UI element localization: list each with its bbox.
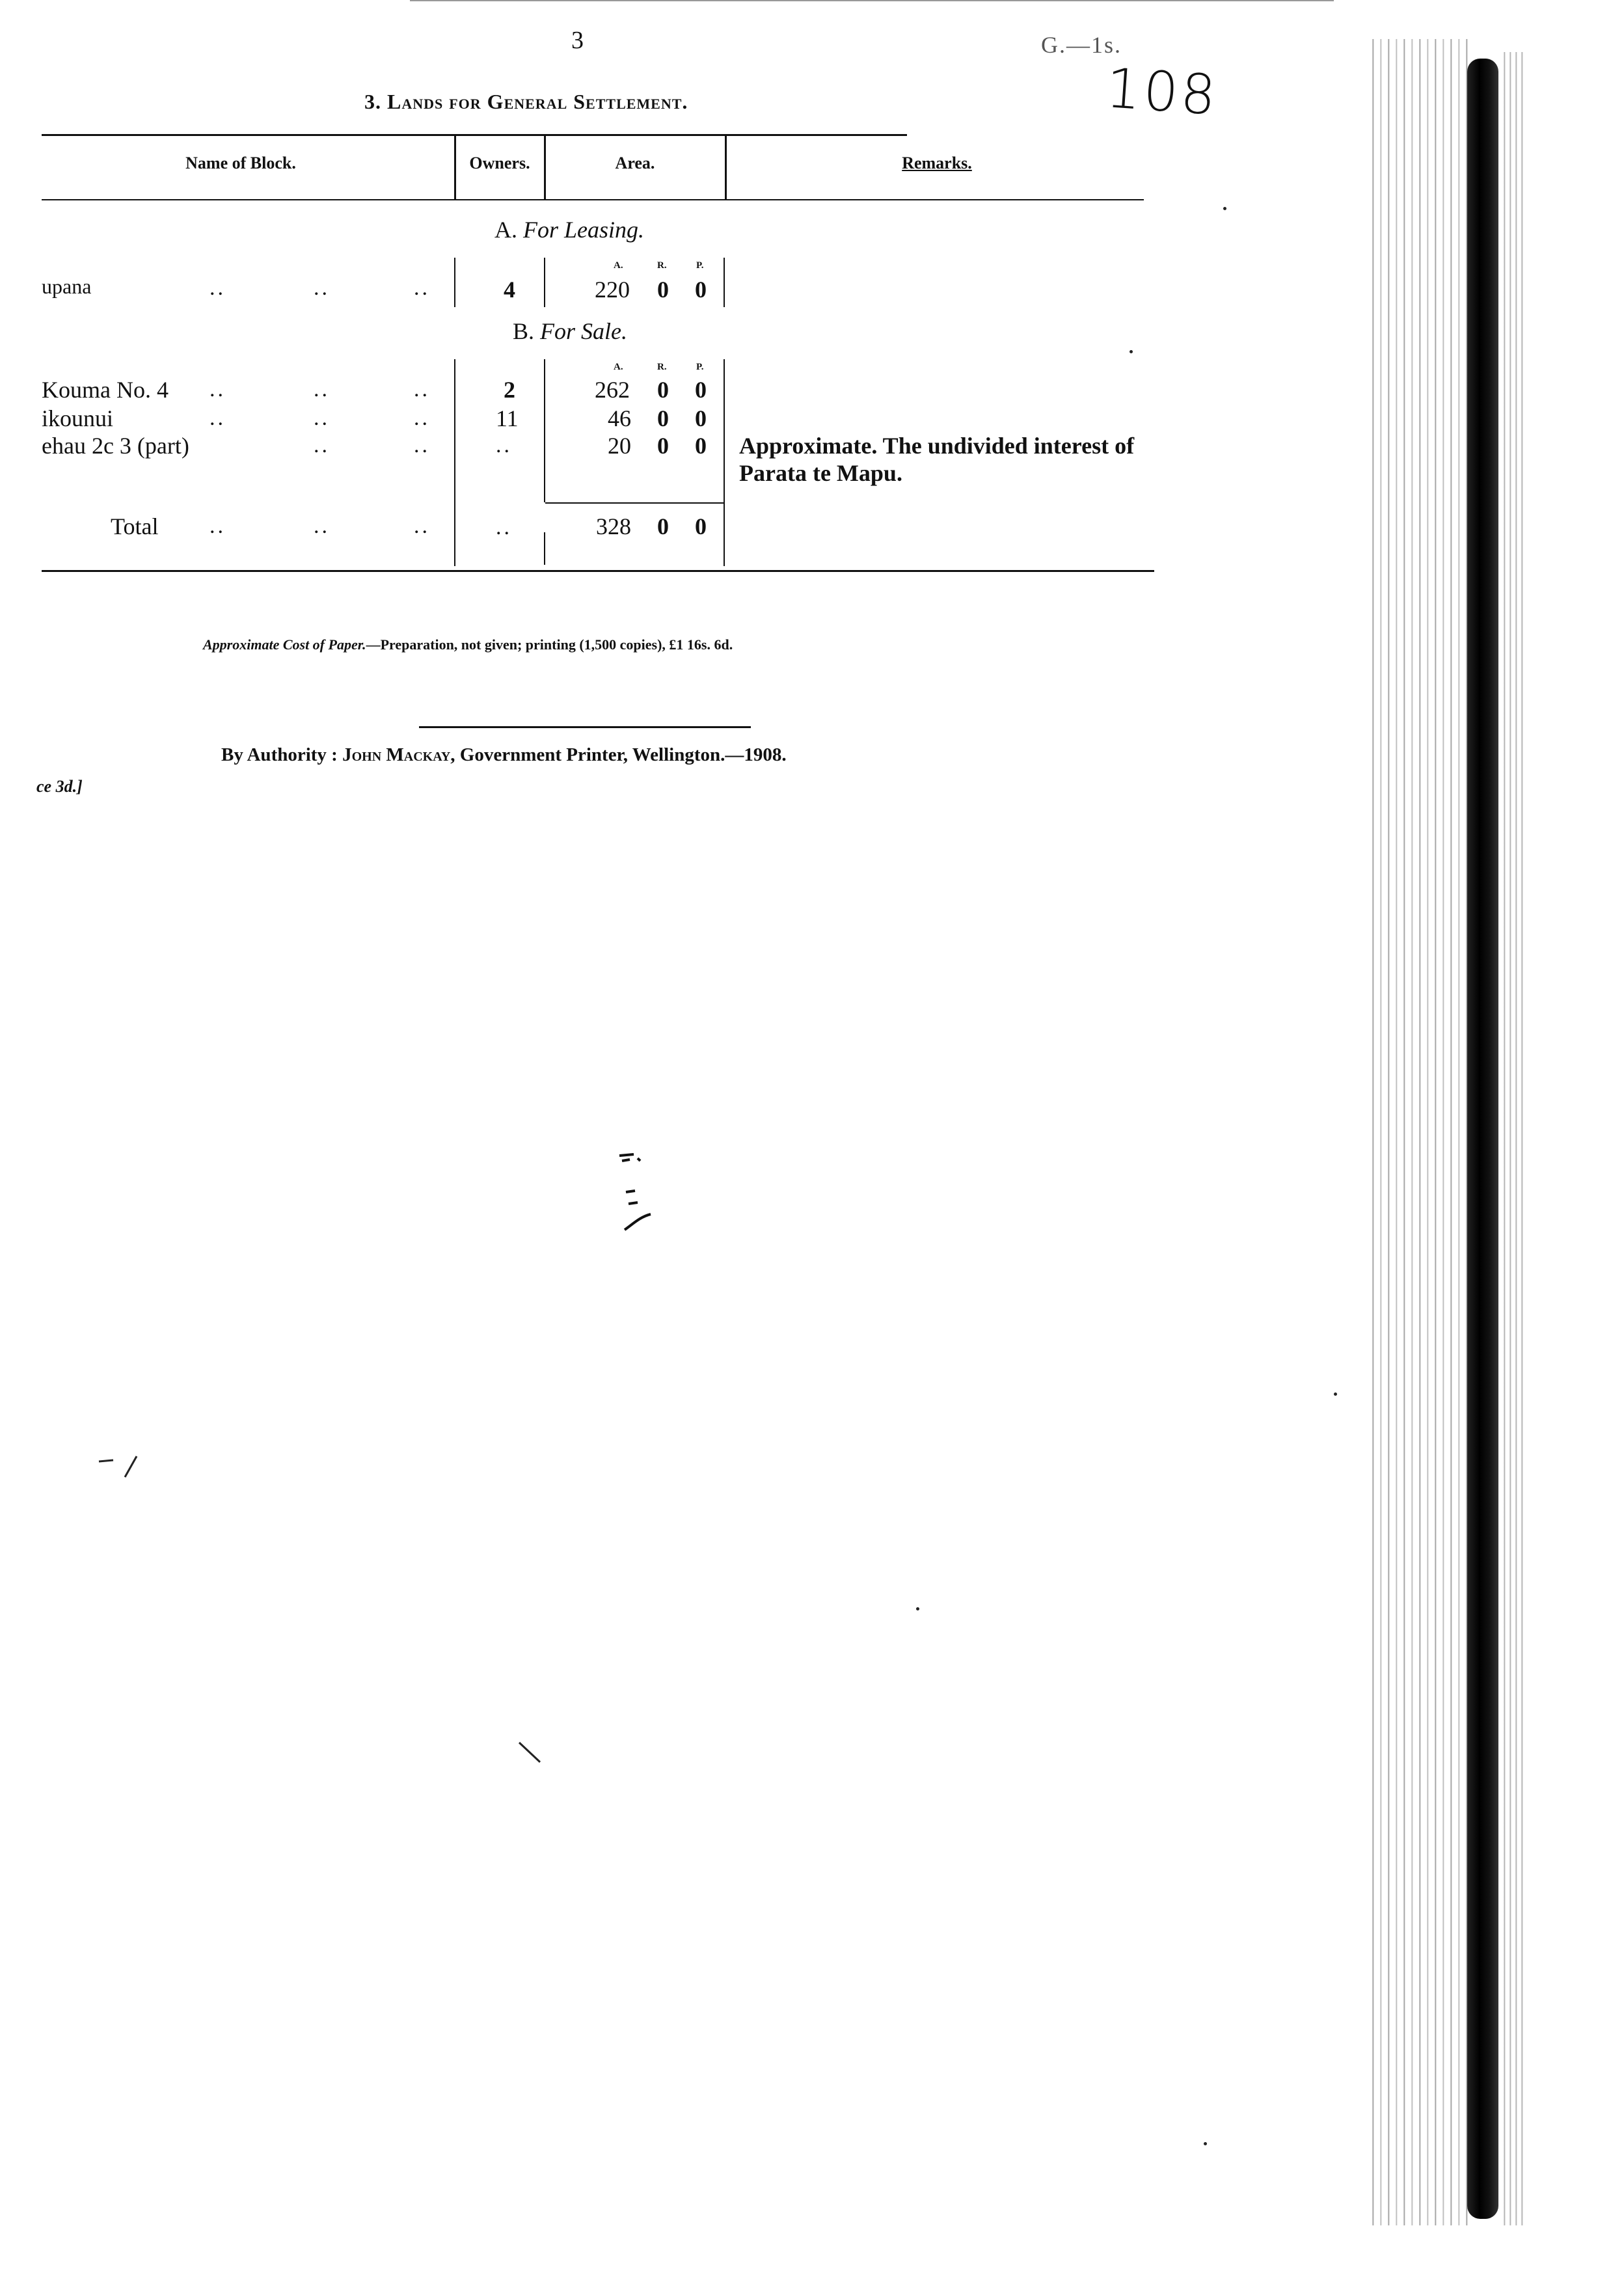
unit-roods: R. bbox=[657, 260, 667, 271]
scan-speck bbox=[1130, 350, 1133, 353]
total-label: Total bbox=[111, 513, 159, 539]
handwritten-page-number: 108 bbox=[1103, 56, 1221, 128]
column-separator bbox=[544, 359, 545, 502]
unit-roods: R. bbox=[657, 362, 667, 372]
cost-label: Approximate Cost of Paper. bbox=[203, 636, 366, 653]
printer-authority bbox=[221, 744, 787, 766]
top-edge-line bbox=[410, 0, 1334, 1]
table-bottom-rule bbox=[42, 570, 1154, 572]
price-fragment: ce 3d.] bbox=[36, 777, 83, 796]
printer-name: John Mackay bbox=[342, 744, 451, 765]
leader-dots: .. bbox=[210, 406, 226, 430]
column-header-area: Area. bbox=[615, 154, 655, 172]
authority-rule bbox=[419, 726, 751, 728]
column-header-owners: Owners. bbox=[469, 154, 530, 172]
table-row-roods: 0 bbox=[657, 277, 669, 303]
leader-dots: .. bbox=[314, 514, 330, 538]
table-row-name: Kouma No. 4 bbox=[42, 377, 169, 403]
series-reference: G.—1s. bbox=[1041, 32, 1122, 58]
table-row-name: ikounui bbox=[42, 405, 114, 431]
table-row-perches: 0 bbox=[695, 433, 707, 459]
column-header-remarks: Remarks. bbox=[902, 154, 972, 172]
column-separator bbox=[544, 532, 545, 565]
leader-dots: .. bbox=[414, 433, 430, 457]
unit-acres: A. bbox=[614, 260, 623, 271]
leader-dots: .. bbox=[210, 377, 226, 401]
column-separator bbox=[544, 258, 545, 307]
table-row-roods: 0 bbox=[657, 377, 669, 403]
table-row-acres: 46 bbox=[608, 405, 631, 431]
section-title: For Leasing. bbox=[523, 217, 645, 243]
section-prefix: B. bbox=[513, 318, 535, 344]
leader-dots: .. bbox=[414, 514, 430, 538]
table-row-owners: 4 bbox=[504, 277, 515, 303]
leader-dots: .. bbox=[414, 406, 430, 430]
scan-speck bbox=[1223, 207, 1226, 210]
cost-text: —Preparation, not given; printing (1,500 copies), £1 16s. 6d. bbox=[366, 636, 733, 653]
authority-prefix: By Authority : bbox=[221, 744, 338, 765]
table-row-acres: 220 bbox=[595, 277, 630, 303]
column-separator bbox=[725, 134, 727, 199]
column-separator bbox=[544, 134, 546, 199]
scanner-edge-streaks bbox=[1500, 52, 1526, 2225]
scan-speck bbox=[1204, 2142, 1207, 2145]
scan-speck bbox=[1334, 1392, 1337, 1396]
table-row-name: ehau 2c 3 (part) bbox=[42, 433, 189, 459]
leader-dots: .. bbox=[314, 406, 330, 430]
cost-of-paper-note bbox=[203, 636, 733, 653]
column-separator bbox=[454, 359, 455, 566]
column-separator bbox=[724, 258, 725, 307]
section-label-sale bbox=[513, 318, 627, 345]
authority-suffix: , Government Printer, Wellington.—1908. bbox=[450, 744, 787, 765]
table-row-name: upana bbox=[42, 275, 92, 298]
total-owners: .. bbox=[496, 515, 512, 539]
column-separator bbox=[724, 359, 725, 566]
table-row-owners: .. bbox=[496, 433, 512, 457]
table-row-roods: 0 bbox=[657, 405, 669, 431]
page-number: 3 bbox=[571, 27, 584, 54]
total-roods: 0 bbox=[657, 513, 669, 539]
table-row-owners: 11 bbox=[496, 405, 519, 431]
section-prefix: A. bbox=[494, 217, 517, 243]
table-row-remarks: Approximate. The undivided interest of Parata te Mapu. bbox=[739, 433, 1135, 486]
section-title: For Sale. bbox=[540, 318, 627, 344]
unit-perches: P. bbox=[696, 362, 704, 372]
table-top-rule bbox=[42, 134, 907, 136]
leader-dots: .. bbox=[314, 377, 330, 401]
scan-mark bbox=[98, 1455, 163, 1481]
total-rule bbox=[545, 502, 725, 504]
column-header-name-of-block: Name of Block. bbox=[185, 154, 296, 172]
leader-dots: .. bbox=[314, 433, 330, 457]
table-row-acres: 262 bbox=[595, 377, 630, 403]
column-separator bbox=[454, 258, 455, 307]
leader-dots: .. bbox=[210, 514, 226, 538]
scan-mark bbox=[518, 1740, 544, 1766]
table-row-acres: 20 bbox=[608, 433, 631, 459]
leader-dots: .. bbox=[210, 276, 226, 300]
total-perches: 0 bbox=[695, 513, 707, 539]
scanner-edge-streaks bbox=[1366, 39, 1470, 2225]
unit-perches: P. bbox=[696, 260, 704, 271]
unit-acres: A. bbox=[614, 362, 623, 372]
table-row-perches: 0 bbox=[695, 405, 707, 431]
table-header-rule bbox=[42, 199, 1144, 200]
leader-dots: .. bbox=[314, 276, 330, 300]
leader-dots: .. bbox=[414, 377, 430, 401]
scan-smudge bbox=[618, 1152, 664, 1269]
scan-speck bbox=[916, 1607, 919, 1610]
table-row-perches: 0 bbox=[695, 277, 707, 303]
table-title: 3. Lands for General Settlement. bbox=[364, 90, 688, 113]
table-row-roods: 0 bbox=[657, 433, 669, 459]
table-row-owners: 2 bbox=[504, 377, 515, 403]
scanner-dark-edge bbox=[1467, 59, 1498, 2219]
leader-dots: .. bbox=[414, 276, 430, 300]
section-label-leasing bbox=[494, 216, 644, 243]
table-row-perches: 0 bbox=[695, 377, 707, 403]
total-acres: 328 bbox=[596, 513, 631, 539]
